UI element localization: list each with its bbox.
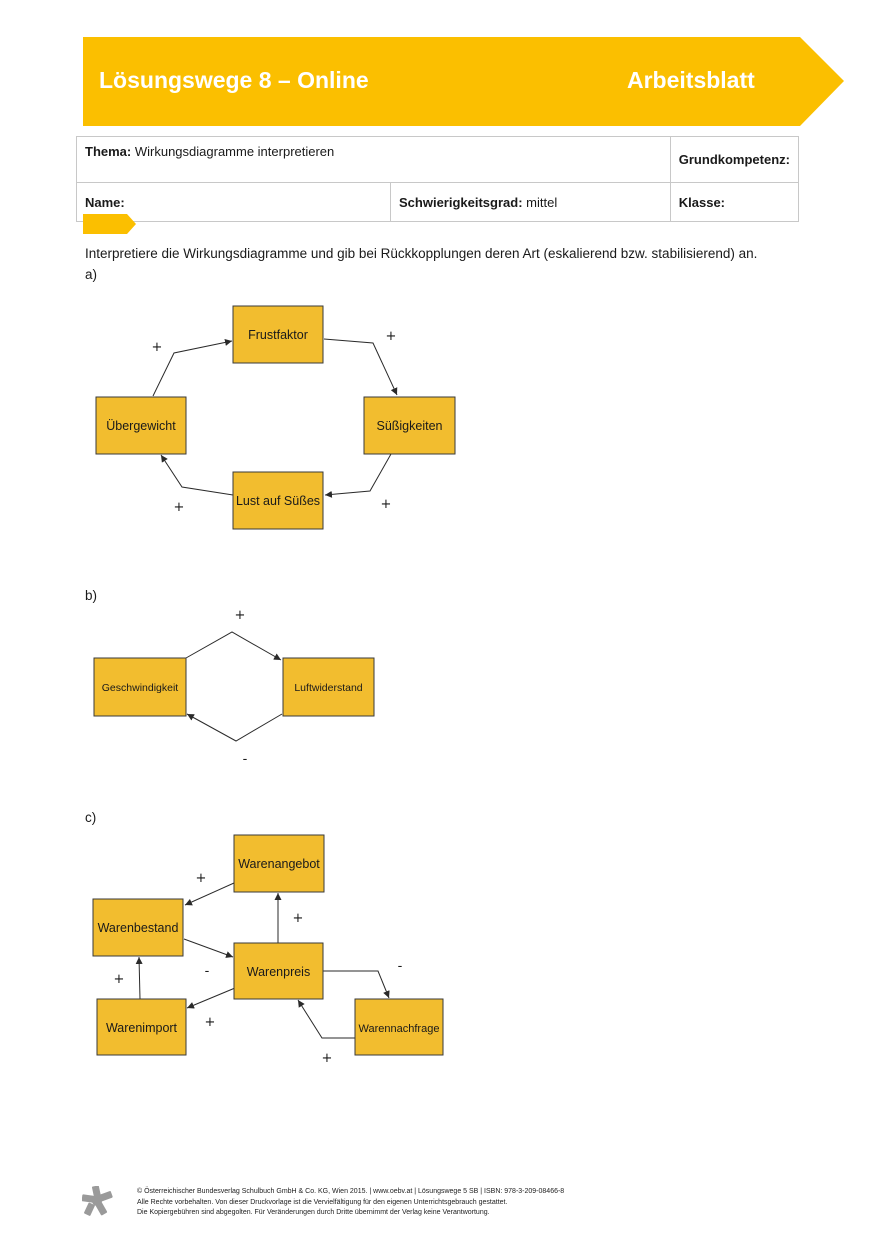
sign-c-6: - [397, 959, 403, 974]
edge-preis-to-nachfrage [323, 971, 389, 998]
sign-b-1: + [234, 608, 246, 623]
node-warenpreis [234, 943, 323, 999]
sign-c-7: + [321, 1051, 333, 1066]
edge-angebot-to-bestand [185, 883, 234, 905]
node-lust-label: Lust auf Süßes [235, 494, 321, 508]
header-title: Lösungswege 8 – Online [99, 67, 369, 93]
diagram-b-label: b) [85, 588, 98, 603]
sign-c-5: + [204, 1015, 216, 1030]
node-warenimport [97, 999, 186, 1055]
edge-lust-to-ueber [161, 455, 233, 495]
edge-import-to-bestand [139, 957, 140, 999]
edge-bestand-to-preis [184, 939, 233, 957]
node-suessigkeiten [364, 397, 455, 454]
edge-nachfrage-to-preis [298, 1000, 355, 1038]
name-label: Name: [85, 194, 125, 210]
node-frustfaktor-label: Frustfaktor [248, 328, 308, 342]
node-uebergewicht [96, 397, 186, 454]
diagram-c-label: c) [85, 810, 97, 825]
diagram-a-label: a) [85, 267, 98, 282]
difficulty-label: Schwierigkeitsgrad: [399, 194, 523, 210]
node-warenbestand [93, 899, 183, 956]
footer-text [137, 1187, 564, 1219]
diagram-c [93, 835, 443, 1066]
edge-geschw-to-luft [186, 632, 281, 660]
sign-a-1: + [385, 329, 397, 344]
node-suessigkeiten-label: Süßigkeiten [376, 419, 443, 433]
edge-suess-to-lust [325, 454, 391, 495]
topic-value: Wirkungsdiagramme interpretieren [134, 144, 335, 159]
node-geschwindigkeit [94, 658, 186, 716]
node-warenpreis-label: Warenpreis [246, 965, 311, 979]
instruction-text: Interpretiere die Wirkungsdiagramme und gib bei Rückkopplungen deren Art (eskalierend bzw. stabilisierend) an. [85, 246, 758, 261]
sign-a-2: + [380, 497, 392, 512]
node-warenangebot [234, 835, 324, 892]
header-doc-type: Arbeitsblatt [627, 67, 755, 93]
publisher-logo-icon [82, 1186, 114, 1216]
topic-label: Thema: [85, 144, 132, 159]
sign-a-3: + [173, 500, 185, 515]
sign-c-1: + [195, 871, 207, 886]
footer-line-2: Alle Rechte vorbehalten. Von dieser Druckvorlage ist die Vervielfältigung für den eigenen Unterrichtsgebrauch gestattet. [137, 1198, 508, 1206]
edge-preis-to-import [187, 988, 235, 1008]
node-warennachfrage-label: Warennachfrage [358, 1023, 440, 1035]
node-warenbestand-label: Warenbestand [97, 921, 179, 935]
node-luftwiderstand [283, 658, 374, 716]
node-frustfaktor [233, 306, 323, 363]
klasse-label: Klasse: [678, 194, 726, 210]
footer-line-3: Die Kopiergebühren sind abgegolten. Für Veränderungen durch Dritte übernimmt der Verlag keine Verantwortung. [137, 1209, 490, 1216]
node-luftwiderstand-label: Luftwiderstand [294, 682, 363, 694]
node-lust-auf-suesses [233, 472, 323, 529]
node-warenimport-label: Warenimport [105, 1021, 178, 1035]
node-uebergewicht-label: Übergewicht [106, 419, 176, 433]
node-warennachfrage [355, 999, 443, 1055]
diagram-a [96, 306, 455, 529]
node-warenangebot-label: Warenangebot [238, 857, 320, 871]
node-geschwindigkeit-label: Geschwindigkeit [101, 682, 179, 694]
edge-frust-to-suess [324, 339, 397, 395]
sign-c-4: + [113, 972, 125, 987]
sign-b-2: - [242, 752, 248, 767]
footer-line-1: © Österreichischer Bundesverlag Schulbuch GmbH & Co. KG, Wien 2015. | www.oebv.at | Lösungswege 5 SB | ISBN: 978-3-209-08466-8 [137, 1188, 565, 1195]
sign-c-3: - [204, 964, 210, 979]
sign-c-2: + [292, 911, 304, 926]
edge-luft-to-geschw [187, 714, 282, 741]
diagram-b [94, 608, 374, 767]
grundkompetenz-label: Grundkompetenz: [678, 152, 790, 167]
difficulty-value: mittel [526, 194, 558, 210]
edge-ueber-to-frust [153, 341, 232, 396]
sign-a-4: + [151, 340, 163, 355]
